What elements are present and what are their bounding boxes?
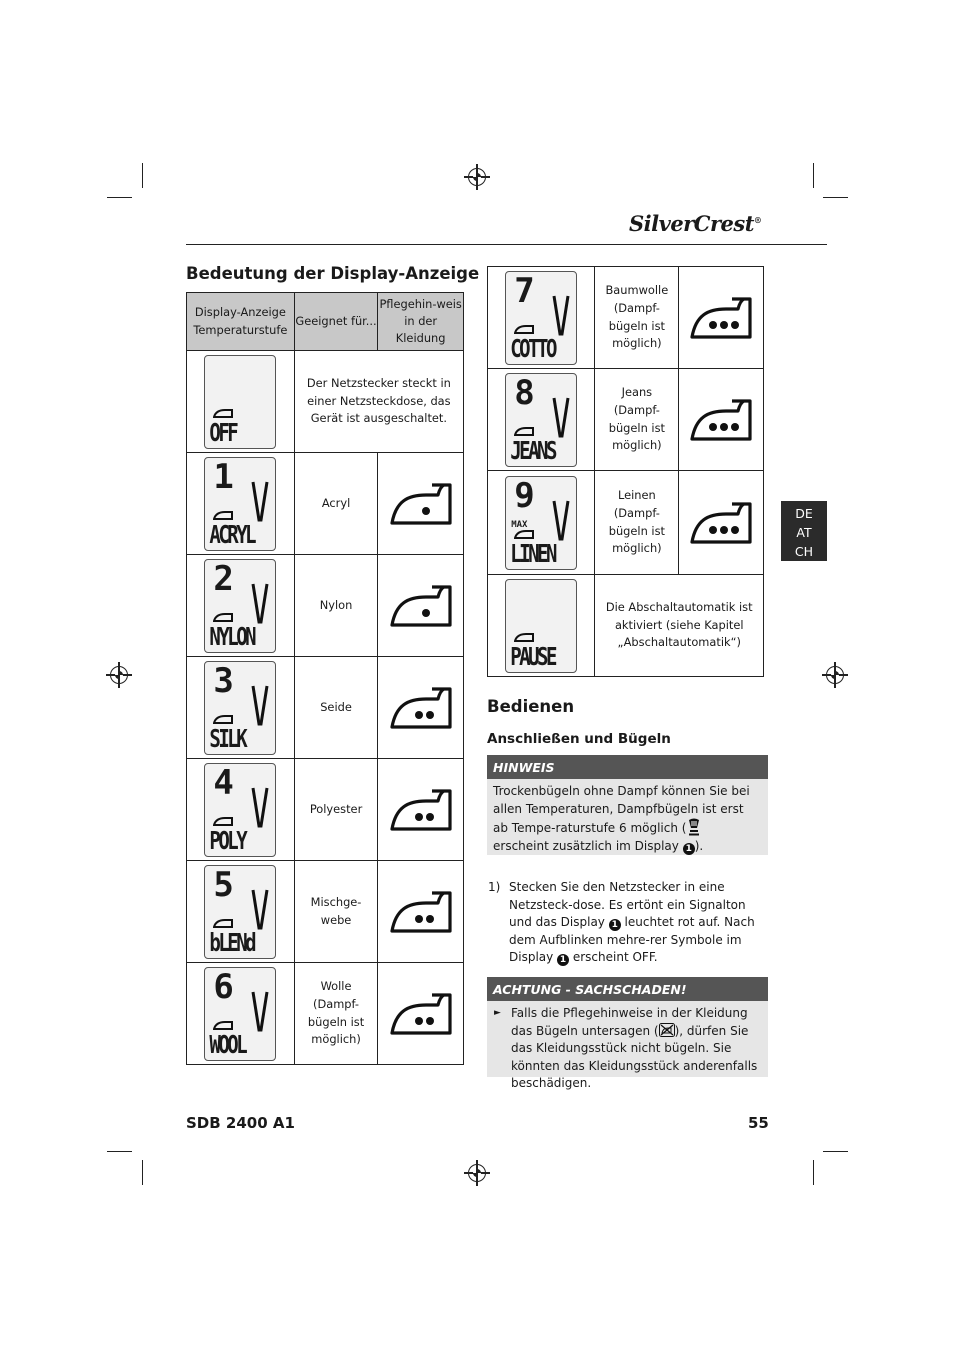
- iron-care-icon: [688, 293, 754, 343]
- iron-care-icon: [688, 498, 754, 548]
- lcd-digit: 5: [213, 864, 234, 905]
- display-cell: [187, 555, 295, 657]
- lcd-word: SILK: [209, 724, 246, 753]
- lcd-max-label: MAX: [511, 519, 528, 530]
- crop-mark: [813, 163, 814, 188]
- display-table-right: [487, 266, 764, 677]
- description-cell: Leinen (Dampf-bügeln ist möglich): [595, 471, 679, 575]
- lcd-word: JEANS: [510, 436, 555, 465]
- lang-at: AT: [796, 525, 812, 540]
- temperature-bar-icon: [251, 888, 269, 932]
- lcd-digit: 7: [514, 270, 535, 311]
- temperature-bar-icon: [251, 990, 269, 1034]
- iron-care-icon: [388, 683, 454, 733]
- lcd-iron-icon: [514, 324, 534, 334]
- iron-dot: [720, 423, 728, 431]
- iron-dot: [426, 711, 434, 719]
- iron-dot: [422, 609, 430, 617]
- lcd-word: PAUSE: [510, 642, 555, 671]
- display-cell: [187, 861, 295, 963]
- care-symbol-cell: [679, 369, 764, 471]
- lcd-display-icon: [505, 476, 577, 570]
- bedienen-subtitle: Anschließen und Bügeln: [487, 731, 671, 747]
- description-cell: Wolle (Dampf-bügeln ist möglich): [294, 963, 378, 1065]
- temperature-bar-icon: [251, 582, 269, 626]
- temperature-bar-icon: [552, 396, 570, 440]
- display-ref-icon: 1: [557, 954, 569, 966]
- table-row: [488, 267, 764, 369]
- display-cell: [488, 267, 595, 369]
- table-row: [187, 555, 464, 657]
- registration-mark-icon: [110, 666, 128, 684]
- description-cell: Der Netzstecker steckt in einer Netzsteckdose, das Gerät ist ausgeschaltet.: [294, 351, 463, 453]
- table-row: [488, 369, 764, 471]
- table-row: [187, 657, 464, 759]
- iron-dot: [426, 813, 434, 821]
- lcd-iron-icon: [514, 632, 534, 642]
- lcd-iron-icon: [213, 816, 233, 826]
- iron-dot: [731, 526, 739, 534]
- lcd-iron-icon: [213, 1020, 233, 1030]
- achtung-box: [487, 977, 768, 1090]
- footer-page-number: 55: [748, 1114, 769, 1132]
- lcd-iron-icon: [514, 529, 534, 539]
- display-ref-icon: 1: [683, 843, 695, 855]
- description-cell: Seide: [294, 657, 378, 759]
- header-care-label: Pflegehin-weis in der Kleidung: [378, 293, 464, 351]
- no-ironing-icon: [659, 1023, 675, 1037]
- description-cell: Die Abschaltautomatik ist aktiviert (siehe Kapitel „Abschaltautomatik“): [595, 575, 764, 677]
- iron-dot: [426, 1017, 434, 1025]
- hinweis-title: HINWEIS: [487, 755, 768, 779]
- registration-mark-icon: [468, 1164, 486, 1182]
- lcd-iron-icon: [213, 612, 233, 622]
- lcd-digit: 3: [213, 660, 234, 701]
- display-cell: [488, 471, 595, 575]
- temperature-bar-icon: [251, 684, 269, 728]
- lcd-display-icon: [204, 865, 276, 959]
- iron-care-icon: [388, 479, 454, 529]
- iron-dot: [720, 321, 728, 329]
- lcd-display-icon: [204, 457, 276, 551]
- iron-dot: [731, 423, 739, 431]
- temperature-bar-icon: [552, 499, 570, 543]
- bullet-icon: ►: [494, 1008, 501, 1018]
- iron-care-icon: [388, 989, 454, 1039]
- lcd-word: bLENd: [209, 928, 255, 957]
- display-cell: [488, 575, 595, 677]
- lcd-word: LINEN: [510, 539, 555, 568]
- iron-dot: [415, 1017, 423, 1025]
- lcd-display-icon: [505, 579, 577, 673]
- hinweis-text: Trockenbügeln ohne Dampf können Sie bei allen Temperaturen, Dampfbügeln ist erst ab Tempe-raturstufe 6 möglich ( erscheint zusätzlich im Display 1 ).: [493, 784, 750, 854]
- lcd-display-icon: [204, 967, 276, 1061]
- description-cell: Jeans (Dampf-bügeln ist möglich): [595, 369, 679, 471]
- iron-dot: [426, 915, 434, 923]
- display-cell: [187, 759, 295, 861]
- description-cell: Mischge-webe: [294, 861, 378, 963]
- lcd-digit: 9: [514, 475, 535, 516]
- lang-de: DE: [795, 506, 813, 521]
- care-symbol-cell: [378, 861, 464, 963]
- step-number: 1): [488, 880, 501, 894]
- iron-care-icon: [388, 785, 454, 835]
- lcd-word: NYLON: [209, 622, 255, 651]
- description-cell: Baumwolle (Dampf-bügeln ist möglich): [595, 267, 679, 369]
- description-cell: Nylon: [294, 555, 378, 657]
- temperature-bar-icon: [251, 480, 269, 524]
- registration-mark-icon: [468, 168, 486, 186]
- iron-dot: [422, 507, 430, 515]
- lcd-digit: 6: [213, 966, 234, 1007]
- display-cell: [187, 351, 295, 453]
- description-cell: Polyester: [294, 759, 378, 861]
- lcd-digit: 4: [213, 762, 234, 803]
- table-row: [187, 963, 464, 1065]
- crop-mark: [813, 1160, 814, 1185]
- hinweis-box: [487, 755, 768, 855]
- lcd-word: WOOL: [209, 1030, 246, 1059]
- lcd-display-icon: [505, 271, 577, 365]
- table-row: [187, 351, 464, 453]
- iron-dot: [731, 321, 739, 329]
- care-symbol-cell: [679, 471, 764, 575]
- care-symbol-cell: [378, 453, 464, 555]
- lcd-display-icon: [204, 763, 276, 857]
- lcd-word: OFF: [209, 418, 237, 447]
- lcd-word: COTTO: [510, 334, 555, 363]
- iron-dot: [415, 915, 423, 923]
- care-symbol-cell: [378, 963, 464, 1065]
- iron-dot: [709, 321, 717, 329]
- table-row: [187, 759, 464, 861]
- section-title: Bedeutung der Display-Anzeige: [186, 264, 480, 283]
- table-row: [187, 861, 464, 963]
- step-text: Stecken Sie den Netzstecker in eine Netzsteck-dose. Es ertönt ein Signalton und das Display 1 leuchtet rot auf. Nach dem Aufblinken mehre-rer Symbole im Display 1 erscheint OFF.: [509, 880, 755, 965]
- display-table-left: [186, 292, 464, 1065]
- table-row: [187, 453, 464, 555]
- crop-mark: [107, 1151, 132, 1152]
- temperature-bar-icon: [251, 786, 269, 830]
- bedienen-title: Bedienen: [487, 697, 575, 716]
- iron-dot: [709, 423, 717, 431]
- iron-dot: [415, 813, 423, 821]
- lcd-iron-icon: [213, 510, 233, 520]
- registration-mark-icon: [826, 666, 844, 684]
- temperature-bar-icon: [552, 294, 570, 338]
- care-symbol-cell: [378, 759, 464, 861]
- header-rule: [186, 244, 827, 245]
- lcd-display-icon: [204, 355, 276, 449]
- care-symbol-cell: [679, 267, 764, 369]
- display-cell: [187, 453, 295, 555]
- lcd-digit: 1: [213, 456, 234, 497]
- table-row: [488, 471, 764, 575]
- brand-logo: SilverCrest®: [629, 211, 762, 236]
- lcd-display-icon: [505, 373, 577, 467]
- language-tab: [781, 501, 827, 561]
- lcd-word: POLY: [209, 826, 246, 855]
- iron-care-icon: [688, 395, 754, 445]
- lcd-iron-icon: [213, 714, 233, 724]
- lcd-digit: 2: [213, 558, 234, 599]
- steam-icon: [686, 818, 702, 836]
- display-cell: [187, 657, 295, 759]
- description-cell: Acryl: [294, 453, 378, 555]
- header-suitable: Geeignet für...: [294, 293, 378, 351]
- lang-ch: CH: [794, 544, 814, 559]
- display-cell: [488, 369, 595, 471]
- iron-dot: [720, 526, 728, 534]
- achtung-title: ACHTUNG - SACHSCHADEN!: [487, 977, 768, 1001]
- care-symbol-cell: [378, 555, 464, 657]
- lcd-display-icon: [204, 661, 276, 755]
- lcd-word: ACRYL: [209, 520, 255, 549]
- display-ref-icon: 1: [609, 919, 621, 931]
- care-symbol-cell: [378, 657, 464, 759]
- lcd-iron-icon: [213, 918, 233, 928]
- table-row: [488, 575, 764, 677]
- header-display: Display-Anzeige Temperaturstufe: [187, 293, 295, 351]
- iron-care-icon: [388, 887, 454, 937]
- lcd-iron-icon: [213, 408, 233, 418]
- crop-mark: [823, 197, 848, 198]
- crop-mark: [142, 1160, 143, 1185]
- footer-model: SDB 2400 A1: [186, 1114, 295, 1132]
- display-cell: [187, 963, 295, 1065]
- iron-dot: [709, 526, 717, 534]
- achtung-text: ► Falls die Pflegehinweise in der Kleidung das Bügeln untersagen ( ), dürfen Sie das Kleidungsstück nicht bügeln. Sie könnten das Kleidungsstück anderenfalls beschädigen.: [494, 1006, 758, 1090]
- iron-dot: [415, 711, 423, 719]
- lcd-display-icon: [204, 559, 276, 653]
- iron-care-icon: [388, 581, 454, 631]
- lcd-digit: 8: [514, 372, 535, 413]
- crop-mark: [142, 163, 143, 188]
- crop-mark: [823, 1151, 848, 1152]
- crop-mark: [107, 197, 132, 198]
- lcd-iron-icon: [514, 426, 534, 436]
